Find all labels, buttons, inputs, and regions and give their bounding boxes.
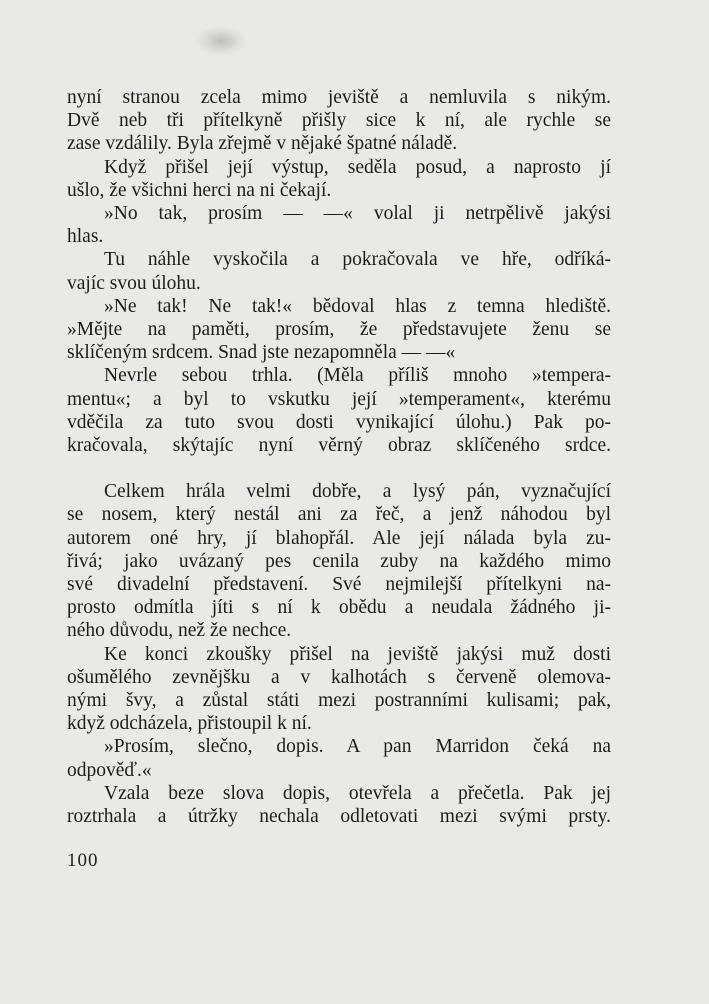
text-line: mentu«; a byl to vskutku její »temperament«, kterému bbox=[67, 388, 611, 410]
text-line: prosto odmítla jíti s ní k obědu a neudala žádného ji- bbox=[67, 597, 611, 619]
text-line: Vzala beze slova dopis, otevřela a přečetla. Pak jej bbox=[104, 782, 611, 804]
section-break bbox=[67, 457, 611, 480]
text-line: Nevrle sebou trhla. (Měla příliš mnoho »tempera- bbox=[104, 365, 611, 387]
text-line: když odcházela, přistoupil k ní. bbox=[67, 713, 312, 735]
text-line: Ke konci zkoušky přišel na jeviště jakýsi muž dosti bbox=[104, 643, 611, 665]
text-line: »Prosím, slečno, dopis. A pan Marridon čeká na bbox=[104, 736, 611, 758]
text-line: nými švy, a zůstal státi mezi postranními kulisami; pak, bbox=[67, 690, 611, 712]
text-line: řivá; jako uvázaný pes cenila zuby na každého mimo bbox=[67, 550, 611, 572]
body-text bbox=[67, 86, 611, 828]
ink-smudge bbox=[196, 26, 246, 56]
text-line: odpověď.« bbox=[67, 759, 152, 781]
text-line: »No tak, prosím — —« volal ji netrpělivě jakýsi bbox=[104, 203, 611, 225]
text-line: roztrhala a útržky nechala odletovati mezi svými prsty. bbox=[67, 806, 611, 828]
text-line: vajíc svou úlohu. bbox=[67, 272, 201, 294]
text-line: zase vzdálily. Byla zřejmě v nějaké špatné náladě. bbox=[67, 133, 458, 155]
text-line: nyní stranou zcela mimo jeviště a nemluvila s nikým. bbox=[67, 87, 611, 108]
text-line: kračovala, skýtajíc nyní věrný obraz sklíčeného srdce. bbox=[67, 435, 611, 457]
text-line: ného důvodu, než že nechce. bbox=[67, 620, 292, 642]
text-line: své divadelní představení. Své nejmilejší přítelkyni na- bbox=[67, 574, 611, 596]
text-line: Tu náhle vyskočila a pokračovala ve hře, odříká- bbox=[104, 249, 611, 271]
text-line: »Mějte na paměti, prosím, že představujete ženu se bbox=[67, 319, 611, 341]
text-line: sklíčeným srdcem. Snad jste nezapomněla — —« bbox=[67, 342, 456, 364]
text-line: »Ne tak! Ne tak!« bědoval hlas z temna hlediště. bbox=[104, 295, 611, 317]
text-line: hlas. bbox=[67, 226, 104, 248]
text-line: Dvě neb tři přítelkyně přišly sice k ní, ale rychle se bbox=[67, 110, 611, 132]
page-number: 100 bbox=[67, 850, 99, 871]
text-line: Celkem hrála velmi dobře, a lysý pán, vyznačující bbox=[104, 481, 611, 503]
text-line: vděčila za tuto svou dosti vynikající úlohu.) Pak po- bbox=[67, 411, 611, 433]
text-line: ošumělého zevnějšku a v kalhotách s červeně olemova- bbox=[67, 666, 611, 688]
text-line: Když přišel její výstup, seděla posud, a naprosto jí bbox=[104, 156, 611, 178]
text-line: autorem oné hry, jí blahopřál. Ale její nálada byla zu- bbox=[67, 527, 611, 549]
text-line: se nosem, který nestál ani za řeč, a jenž náhodou byl bbox=[67, 504, 611, 526]
text-line: ušlo, že všichni herci na ni čekají. bbox=[67, 179, 332, 201]
